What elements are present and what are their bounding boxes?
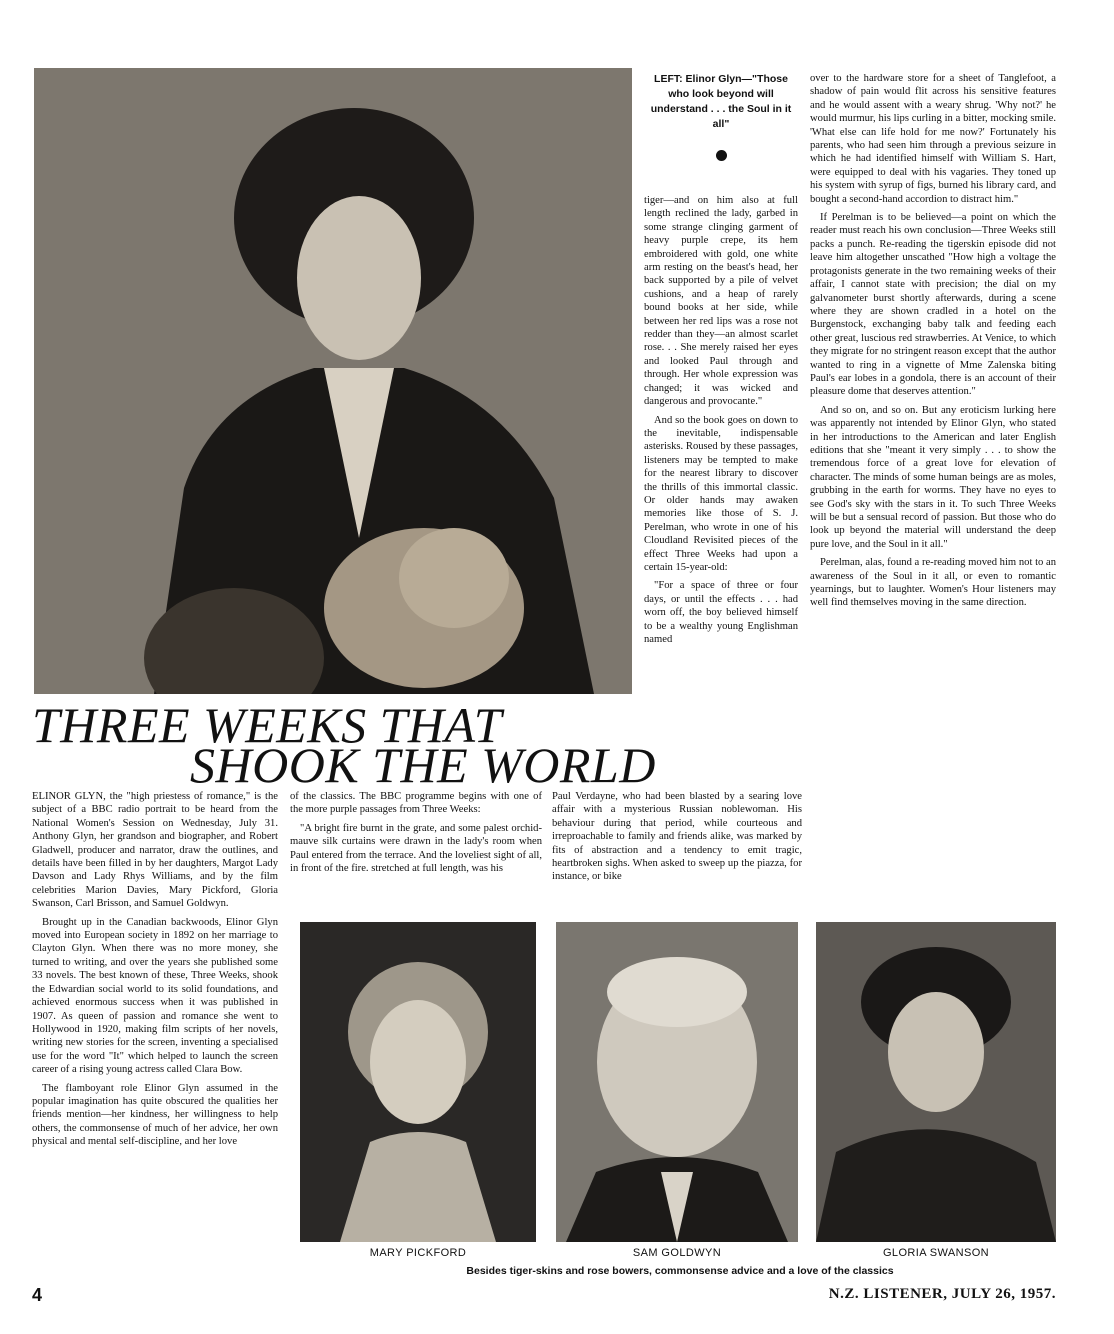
- masthead-date: N.Z. LISTENER, JULY 26, 1957.: [828, 1286, 1056, 1302]
- photo-sam-goldwyn: [556, 922, 798, 1242]
- page-number: 4: [32, 1285, 43, 1305]
- right-para-4: Perelman, alas, found a re-reading moved him not to an awareness of the Soul in it all, or even to romantic yearnings, but to laughter. Women's Hour listeners may well find themselves moving in the same direction.: [810, 557, 1056, 609]
- a-para-3: The flamboyant role Elinor Glyn assumed in the popular imagination has quite obscured the qualities her friends mention—her kindness, her willingness to help others, the commonsense of much of her advice, her own physical and mental self-discipline, and her love: [32, 1082, 278, 1148]
- right-para-2: If Perelman is to be believed—a point on which the reader must reach his own conclusion—Three Weeks still packs a punch. Re-reading the tigerskin episode did not leave him altogether unscathed "How high a voltage the protagonists generate in the two remaining weeks of their affair, I cannot state with precision; the dial on my galvanometer burst shortly afterwards, during a scene where they are shown cradled in a hotel on the Burgenstock, exchanging baby talk and feeding each other great, luscious red strawberries. At Venice, to which they migrate for no stringent reason except that the author wanted to ring in a vignette of Mme Zalenska biting Paul's ear lobes in a gondola, there is an account of their pleasure dome that deserves attention.": [810, 212, 1056, 398]
- caption-sam-goldwyn: SAM GOLDWYN: [632, 1247, 722, 1259]
- a-para-2: Brought up in the Canadian backwoods, Elinor Glyn moved into European society in 1892 on her marriage to Clayton Glyn. When there was no more money, she turned to writing, and over the years she published some 33 novels. The best known of these, Three Weeks, shook the Edwardian social world to its solid foundations, and achieved enormous success when it was published in 1907. As queen of passion and romance she went to Hollywood in 1920, making film scripts of her novels, writing new stories for the screen, inventing a specialised use for the word "It" which helped to launch the screen career of a rising young actress called Clara Bow.: [32, 916, 278, 1076]
- headline-line-2: SHOOK THE WORLD: [190, 737, 656, 793]
- caption-mary-pickford: MARY PICKFORD: [369, 1247, 467, 1259]
- mid-para-2: And so the book goes on down to the inevitable, indispensable asterisks. Roused by these passages, listeners may be tempted to make for the nearest library to discover the thrills of this immortal classic. Or older hands may awaken memories like those of S. J. Perelman, who wrote in one of his Cloudland Revisited pieces of the effect Three Weeks had upon a certain 15-year-old:: [644, 414, 798, 573]
- portrait-photo-elinor-glyn: [34, 68, 632, 694]
- column-a: [32, 790, 278, 1154]
- c-para-1: Paul Verdayne, who had been blasted by a searing love affair with a mysterious Russian noblewoman. His behaviour during that period, while courteous and irreproachable to family and friends alike, was marked by fits of abstraction and a tendency to emit tragic, heartbroken sighs. When asked to sweep up the piazza, for instance, or bike: [552, 791, 802, 883]
- b-para-2: "A bright fire burnt in the grate, and some palest orchid-mauve silk curtains were drawn in the lady's room when Paul entered from the terrace. And the loveliest sight of all, in front of the fire. stretched at full length, was his: [290, 822, 542, 875]
- photo-strip-caption: Besides tiger-skins and rose bowers, commonsense advice and a love of the classics: [466, 1265, 894, 1277]
- b-para-1: of the classics. The BBC programme begins with one of the more purple passages from Three Weeks:: [290, 791, 542, 816]
- bullet-ornament: [716, 150, 727, 161]
- photo-gloria-swanson: [816, 922, 1056, 1242]
- column-c: [552, 790, 802, 889]
- column-middle: [644, 194, 798, 651]
- right-para-3: And so on, and so on. But any eroticism lurking here was apparently not intended by Elinor Glyn, who stated in her introductions to the American and later English editions that she "meant it very simply . . . to show the tremendous force of a great love for elevation of character. The minds of some human beings are as moles, grubbing in the earth for worms. They have no eyes to see God's sky with the stars in it. To such Three Weeks will be but a sensual record of passion. But those who do look up beyond the material will understand the deep pure love, and the Soul in it all.": [810, 404, 1056, 550]
- mid-para-1: tiger—and on him also at full length reclined the lady, garbed in some strange clinging garment of heavy purple crepe, its hem embroidered with gold, one white arm resting on the beast's head, her back supported by a pile of velvet cushions, and a heap of rarely bound books at her side, while between her red lips was a rose not redder than they—an almost scarlet rose. . . She merely raised her eyes and looked Paul through and through. Her whole expression was changed; it was wicked and dangerous and provocante.": [644, 195, 798, 408]
- mid-para-3: "For a space of three or four days, or until the effects . . . had worn off, the boy believed himself to be a wealthy young Englishman named: [644, 580, 798, 645]
- caption-gloria-swanson: GLORIA SWANSON: [882, 1247, 990, 1259]
- photo-mary-pickford: [300, 922, 536, 1242]
- portrait-caption-text: LEFT: Elinor Glyn—"Those who look beyond will understand . . . the Soul in it all": [650, 73, 792, 130]
- column-right: [810, 72, 1056, 615]
- a-para-1: ELINOR GLYN, the "high priestess of romance," is the subject of a BBC radio portrait to be heard from the National Women's Session on Wednesday, July 31. Anthony Glyn, her grandson and biographer, and Robert Gladwell, producer and narrator, draw the outlines, and details have been filled in by her daughters, Margot Lady Davson and Lady Rhys Williams, and by the film celebrities Marion Davies, Mary Pickford, Gloria Swanson, Carl Brisson, and Samuel Goldwyn.: [32, 791, 278, 910]
- column-b: [290, 790, 542, 880]
- right-para-1: over to the hardware store for a sheet of Tanglefoot, a shadow of pain would flit across his sensitive features and he would assent with a weary shrug. 'Why not?' he would murmur, his lips curling in a bitter, mocking smile. 'What else can life hold for me now?' Fortunately his parents, who had seen him through a previous seizure in which he had identified himself with William S. Hart, were equipped to deal with his vagaries. They toned up his system with syrup of figs, burned his library card, and bought a second-hand accordion to distract him.": [810, 73, 1056, 205]
- portrait-caption: [646, 72, 796, 132]
- headline-line-1: THREE WEEKS THAT: [32, 697, 503, 753]
